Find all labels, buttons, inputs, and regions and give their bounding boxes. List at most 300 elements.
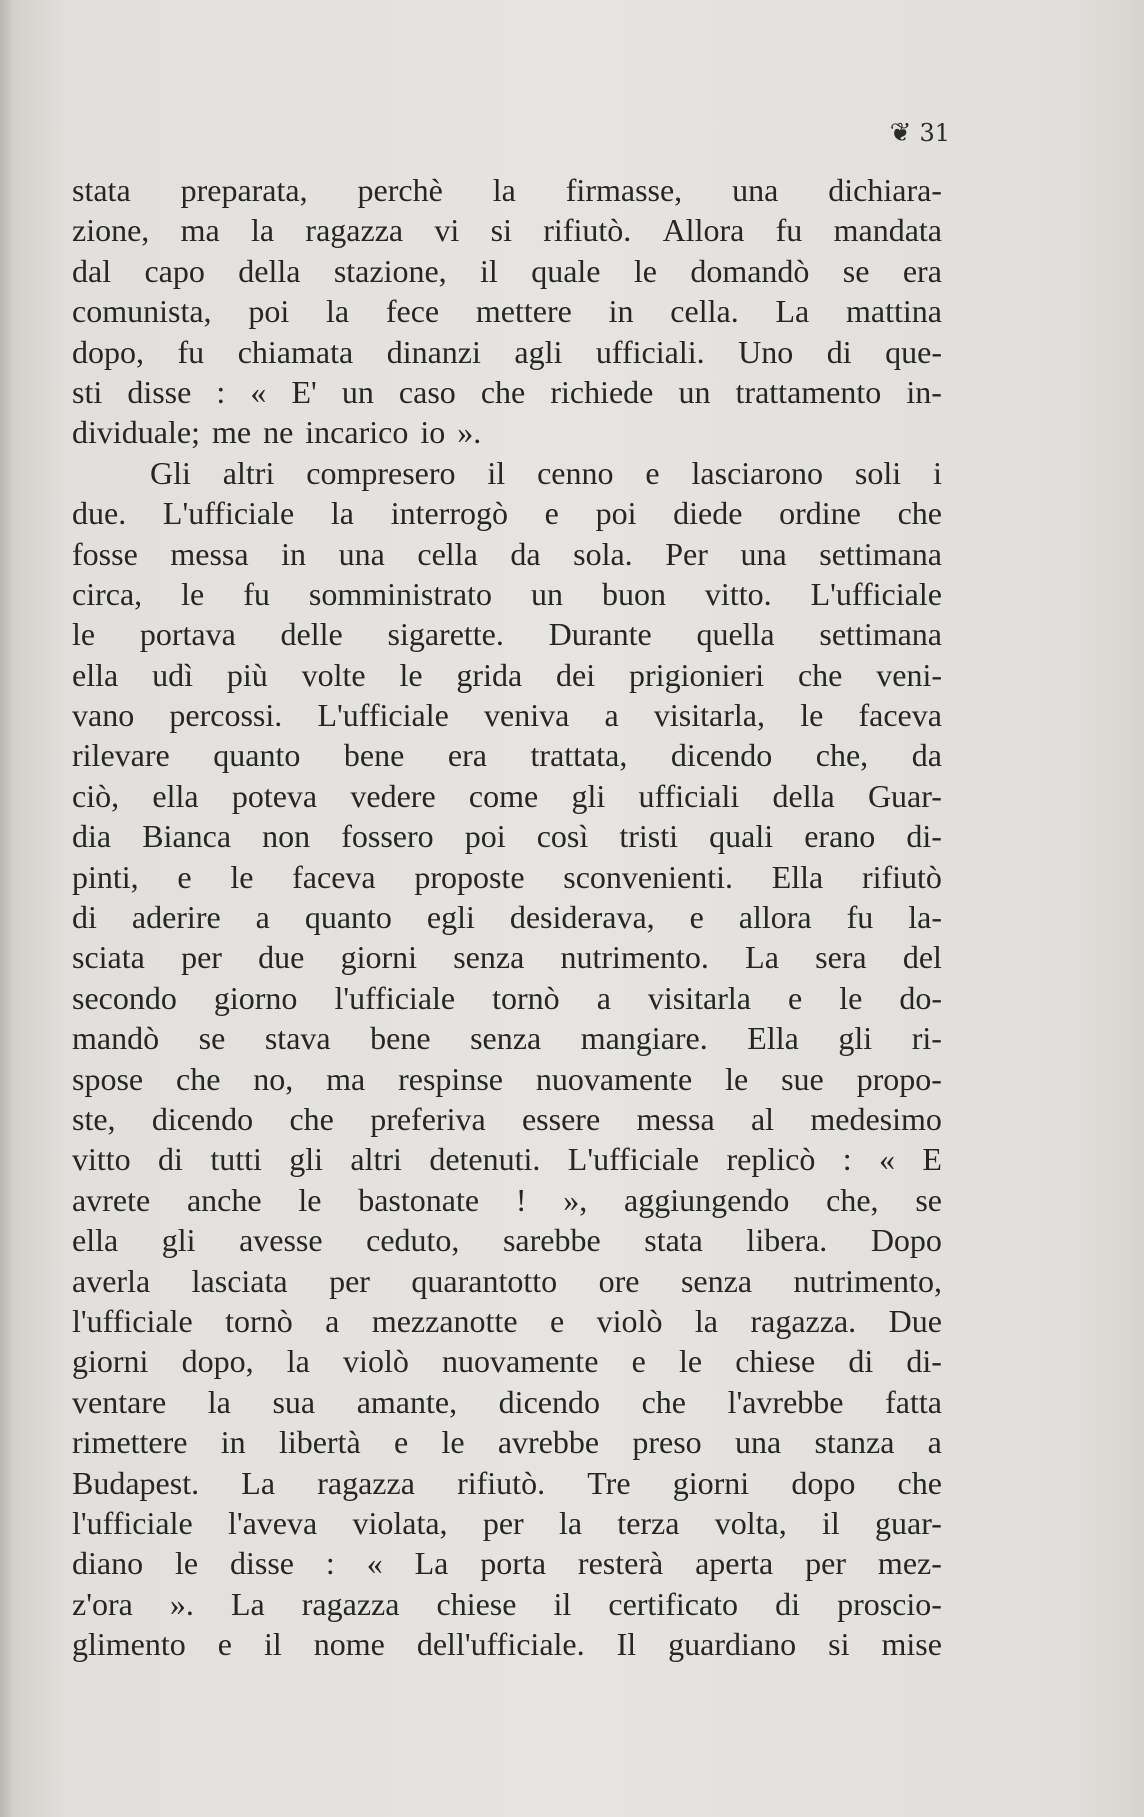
word: altri (350, 1141, 402, 1178)
word: Il (616, 1626, 637, 1663)
word: resterà (577, 1545, 664, 1582)
word: il (263, 1626, 282, 1663)
text-line (72, 1422, 942, 1462)
word: ri- (911, 1020, 942, 1057)
word: avrete (72, 1181, 151, 1218)
word: veniva (484, 697, 570, 734)
word: tristi (619, 818, 679, 855)
word: nutrimento, (793, 1262, 942, 1299)
text-line (72, 574, 942, 614)
word: incarico (305, 414, 409, 451)
word: desiderava, (509, 899, 655, 936)
word: Durante (548, 616, 652, 653)
word: agli (514, 333, 563, 370)
word: faceva (292, 858, 376, 895)
word: preso (632, 1424, 702, 1461)
word: vano (72, 697, 135, 734)
word: avesse (239, 1222, 323, 1259)
word: caso (398, 373, 456, 410)
word: gli (161, 1222, 196, 1259)
word: mandata (833, 212, 942, 249)
word: la (325, 293, 350, 330)
word: mandò (72, 1020, 160, 1057)
word: disse (127, 373, 192, 410)
word: sarebbe (502, 1222, 601, 1259)
word: da (911, 737, 942, 774)
word: sciata (72, 939, 145, 976)
word: Allora (662, 212, 745, 249)
word: per (329, 1262, 370, 1299)
word: come (468, 777, 539, 814)
word: di (158, 1141, 183, 1178)
word: le (839, 979, 863, 1016)
word: stava (264, 1020, 331, 1057)
word: per (482, 1504, 524, 1541)
word: sti (72, 373, 103, 410)
word: poi (595, 495, 637, 532)
word: le (298, 1181, 322, 1218)
text-line (72, 332, 942, 372)
text-line (72, 1220, 942, 1260)
word: quarantotto (411, 1262, 558, 1299)
text-line (72, 1180, 942, 1220)
word: dichiara- (828, 172, 942, 208)
word: un (341, 373, 374, 410)
text-line (72, 937, 942, 977)
word: Per (665, 535, 708, 572)
word: rifiutò. (457, 1464, 546, 1501)
word: : (842, 1141, 852, 1178)
word: la (558, 1504, 583, 1541)
word: rimettere (72, 1424, 188, 1461)
word: la (330, 495, 354, 532)
word: rilevare (72, 737, 170, 774)
word: e (393, 1424, 409, 1461)
word: in (220, 1424, 246, 1461)
text-line (72, 1624, 942, 1664)
word: percossi. (169, 697, 283, 734)
word: sua (272, 1383, 316, 1420)
text-line (72, 1301, 942, 1341)
word: no, (253, 1060, 294, 1097)
word: Gli (150, 454, 191, 491)
word: « (250, 373, 267, 410)
word: gli (571, 777, 606, 814)
word: la (694, 1302, 718, 1339)
word: dicendo (151, 1100, 254, 1137)
text-line (72, 493, 942, 533)
word: due (258, 939, 305, 976)
text-line (72, 1139, 942, 1179)
word: sera (815, 939, 867, 976)
text-line (72, 251, 942, 291)
word: violò (596, 1302, 663, 1339)
word: do- (899, 979, 942, 1016)
word: La (241, 1464, 276, 1501)
word: La (230, 1585, 265, 1622)
word: ma (180, 212, 220, 249)
word: ! (515, 1181, 527, 1218)
word: ella (72, 1222, 119, 1259)
word: Tre (587, 1464, 631, 1501)
word: a (604, 697, 619, 734)
word: fosse (72, 535, 138, 572)
word: dia (72, 818, 112, 855)
text-line (72, 1099, 942, 1139)
word: perchè (357, 172, 443, 208)
word: rifiutò (861, 858, 942, 895)
word: nutrimento. (560, 939, 709, 976)
word: preferiva (370, 1100, 486, 1137)
word: me (211, 414, 252, 451)
word: che (797, 656, 843, 693)
word: fu (846, 899, 874, 936)
word: che (289, 1100, 334, 1137)
word: fu (243, 575, 270, 612)
word: vi (434, 212, 460, 249)
word: del (902, 939, 942, 976)
text-line (72, 695, 942, 735)
word: stata (644, 1222, 703, 1259)
word: giorno (213, 979, 298, 1016)
word: una (732, 172, 779, 208)
word: dei (556, 656, 596, 693)
word: la (286, 1343, 310, 1380)
word: in- (906, 373, 942, 410)
word: che, (815, 737, 869, 774)
word: una (338, 535, 385, 572)
word: ordine (779, 495, 861, 532)
word: porta (480, 1545, 547, 1582)
word: nuovamente (535, 1060, 693, 1097)
word: dicendo (670, 737, 773, 774)
word: aderire (131, 899, 221, 936)
text-line (72, 291, 942, 331)
word: la (251, 212, 275, 249)
word: diano (72, 1545, 144, 1582)
word: grida (456, 656, 523, 693)
word: La (414, 1545, 449, 1582)
word: bene (370, 1020, 431, 1057)
word: terza (617, 1504, 680, 1541)
word: stanza (814, 1424, 895, 1461)
word: « (878, 1141, 895, 1178)
word: », (563, 1181, 588, 1218)
word: visitarla (647, 979, 751, 1016)
word: udì (152, 656, 193, 693)
word: interrogò (390, 495, 508, 532)
word: le (230, 858, 254, 895)
word: Budapest. (72, 1464, 200, 1501)
word: Ella (771, 858, 824, 895)
word: egli (426, 899, 475, 936)
word: settimana (819, 616, 942, 653)
text-line (72, 1503, 942, 1543)
word: le (633, 252, 657, 289)
word: : (216, 373, 226, 410)
word: proscio- (837, 1585, 942, 1622)
word: nome (313, 1626, 385, 1663)
word: la (492, 172, 516, 208)
word: cella. (670, 293, 739, 330)
word: e (645, 454, 660, 491)
word: che (480, 373, 526, 410)
word: sconvenienti. (563, 858, 733, 895)
word: Bianca (142, 818, 232, 855)
word: cella (417, 535, 478, 572)
word: una (734, 1424, 782, 1461)
word: giorni (340, 939, 417, 976)
word: poteva (231, 777, 318, 814)
text-line (72, 897, 942, 937)
word: violata, (352, 1504, 448, 1541)
word: si (490, 212, 512, 249)
word: l'avrebbe (727, 1383, 844, 1420)
word: vitto (72, 1141, 131, 1178)
word: dopo, (72, 333, 144, 370)
word: aperta (695, 1545, 774, 1582)
word: cenno (537, 454, 614, 491)
word: que- (885, 333, 942, 370)
word: un (678, 373, 711, 410)
word: « (366, 1545, 383, 1582)
word: preparata, (180, 172, 308, 208)
word: le (800, 697, 824, 734)
word: libera. (746, 1222, 828, 1259)
word: settimana (819, 535, 942, 572)
word: e (217, 1626, 232, 1663)
word: l'ufficiale (72, 1504, 193, 1541)
word: L'ufficiale (567, 1141, 700, 1178)
word: a (596, 979, 611, 1016)
body-text (72, 170, 942, 1664)
word: di- (906, 818, 942, 855)
word: mise (881, 1626, 942, 1663)
word: ragazza. (750, 1302, 857, 1339)
word: di (72, 899, 97, 936)
word: e (544, 495, 559, 532)
word: visitarla, (653, 697, 765, 734)
page-edge-shadow (0, 0, 14, 1817)
word: le (678, 1343, 703, 1380)
word: di (775, 1585, 800, 1622)
fleuron-icon: ❦ (889, 118, 910, 148)
text-line (72, 614, 942, 654)
word: faceva (858, 697, 942, 734)
word: quale (531, 252, 601, 289)
word: ragazza (305, 212, 404, 249)
word: fece (385, 293, 440, 330)
word: Dopo (870, 1222, 942, 1259)
word: il (821, 1504, 840, 1541)
word: spose (72, 1060, 144, 1097)
word: replicò (726, 1141, 816, 1178)
word: gli (289, 1141, 324, 1178)
word: in (608, 293, 634, 330)
word: soli (854, 454, 902, 491)
word: che, (826, 1181, 879, 1218)
word: della (238, 252, 301, 289)
word: ». (169, 1585, 194, 1622)
word: fossero (341, 818, 434, 855)
word: e (549, 1302, 565, 1339)
word: se (842, 252, 870, 289)
word: guar- (875, 1504, 942, 1541)
word: anche (186, 1181, 262, 1218)
word: secondo (72, 979, 177, 1016)
word: trattata, (530, 737, 628, 774)
word: richiede (550, 373, 654, 410)
word: propo- (856, 1060, 942, 1097)
word: ragazza (317, 1464, 415, 1501)
word: mettere (475, 293, 572, 330)
word: detenuti. (429, 1141, 541, 1178)
text-line (72, 735, 942, 775)
word: e (177, 858, 192, 895)
word: ». (457, 414, 482, 451)
word: mez- (877, 1545, 942, 1582)
word: proposte (414, 858, 525, 895)
word: ella (152, 777, 199, 814)
word: ore (598, 1262, 640, 1299)
word: senza (680, 1262, 753, 1299)
text-line (72, 534, 942, 574)
word: vedere (350, 777, 436, 814)
word: due. (72, 495, 127, 532)
word: da (510, 535, 541, 572)
word: gli (838, 1020, 873, 1057)
word: dopo, (181, 1343, 254, 1380)
word: le (181, 575, 205, 612)
word: più (226, 656, 268, 693)
word: trattamento (735, 373, 882, 410)
word: capo (144, 252, 205, 289)
word: poi (248, 293, 290, 330)
word: i (933, 454, 942, 491)
word: z'ora (72, 1585, 133, 1622)
word: bene (343, 737, 405, 774)
word: certificato (608, 1585, 739, 1622)
word: se (198, 1020, 226, 1057)
text-line (72, 170, 942, 210)
word: veni- (876, 656, 942, 693)
word: a (255, 899, 270, 936)
word: a (927, 1424, 942, 1461)
word: di (848, 1343, 874, 1380)
word: e (689, 899, 704, 936)
word: mangiare. (580, 1020, 708, 1057)
word: che (897, 495, 942, 532)
word: delle (280, 616, 343, 653)
word: un (530, 575, 563, 612)
word: essere (521, 1100, 601, 1137)
word: le (441, 1424, 465, 1461)
text-line (72, 816, 942, 856)
word: dal (72, 252, 112, 289)
word: averla (72, 1262, 151, 1299)
word: rifiutò. (543, 212, 632, 249)
text-line (72, 857, 942, 897)
word: chiamata (237, 333, 354, 370)
word: era (447, 737, 487, 774)
word: di- (906, 1343, 942, 1380)
word: la (207, 1383, 231, 1420)
word: l'ufficiale (334, 979, 456, 1016)
word: messa (170, 535, 249, 572)
word: al (750, 1100, 775, 1137)
word: mezzanotte (371, 1302, 518, 1339)
word: stazione, (333, 252, 447, 289)
word: Ella (747, 1020, 799, 1057)
word: che (175, 1060, 221, 1097)
word: messa (636, 1100, 715, 1137)
word: dell'ufficiale. (416, 1626, 585, 1663)
word: ufficiali. (595, 333, 705, 370)
word: e (788, 979, 803, 1016)
word: il (480, 252, 498, 289)
running-head (890, 118, 950, 148)
word: l'ufficiale (72, 1302, 193, 1339)
word: ma (326, 1060, 366, 1097)
word: senza (470, 1020, 542, 1057)
word: quanto (213, 737, 301, 774)
word: pinti, (72, 858, 139, 895)
word: allora (738, 899, 812, 936)
word: erano (804, 818, 876, 855)
word: sola. (573, 535, 633, 572)
word: il (487, 454, 506, 491)
word: a (325, 1302, 340, 1339)
word: compresero (306, 454, 456, 491)
word: così (536, 818, 589, 855)
word: ella (72, 656, 119, 693)
word: domandò (690, 252, 810, 289)
word: disse (230, 1545, 294, 1582)
text-line (72, 1463, 942, 1503)
text-line (72, 1341, 942, 1381)
word: della (772, 777, 835, 814)
word: volte (301, 656, 366, 693)
word: E (922, 1141, 942, 1178)
word: che (897, 1464, 942, 1501)
text-line (72, 1584, 942, 1624)
word: era (902, 252, 942, 289)
word: dicendo (498, 1383, 600, 1420)
word: una (740, 535, 787, 572)
word: : (325, 1545, 335, 1582)
word: in (281, 535, 307, 572)
word: ciò, (72, 777, 120, 814)
text-line (72, 453, 942, 493)
word: vitto. (704, 575, 772, 612)
word: La (745, 939, 779, 976)
word: ragazza (301, 1585, 400, 1622)
word: fu (177, 333, 205, 370)
word: stata (72, 172, 131, 208)
word: circa, (72, 575, 143, 612)
text-line (72, 978, 942, 1018)
word: per (805, 1545, 847, 1582)
word: L'ufficiale (317, 697, 449, 734)
word: si (828, 1626, 850, 1663)
word: ventare (72, 1383, 167, 1420)
word: Guar- (867, 777, 942, 814)
word: Uno (738, 333, 794, 370)
word: l'aveva (227, 1504, 318, 1541)
word: diede (673, 495, 743, 532)
text-line (72, 210, 942, 250)
word: chiese (735, 1343, 816, 1380)
